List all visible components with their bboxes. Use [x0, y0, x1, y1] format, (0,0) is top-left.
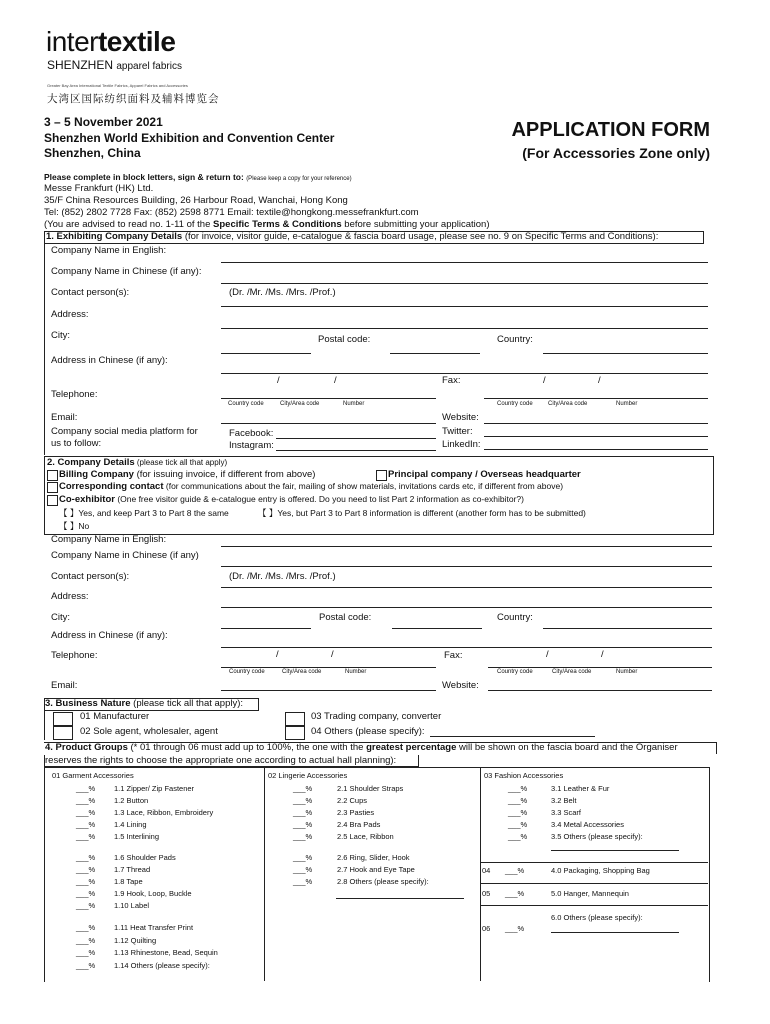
group05-number: 05	[482, 889, 491, 898]
s1-label-postal: Postal code:	[318, 334, 371, 345]
group04-number: 04	[482, 866, 491, 875]
business-trading-checkbox[interactable]	[285, 712, 305, 726]
s1-field-linkedin[interactable]	[484, 449, 708, 450]
group06-label: 6.0 Others (please specify):	[551, 913, 643, 922]
s1-fax-area-code-hint: City/Area code	[548, 401, 588, 407]
percent-field[interactable]: ___%	[293, 853, 313, 862]
co-exhibitor-checkbox[interactable]	[47, 495, 58, 506]
s1-tel-slash-1: /	[277, 375, 280, 386]
s1-tel-number-hint: Number	[343, 401, 365, 407]
principal-company-checkbox[interactable]	[376, 470, 387, 481]
event-venue: Shenzhen World Exhibition and Convention Center	[44, 131, 335, 145]
s1-label-twitter: Twitter:	[442, 426, 473, 437]
product-item-label: 1.5 Interlining	[114, 832, 160, 841]
s1-field-address-cn[interactable]	[221, 373, 708, 374]
s2-field-address[interactable]	[221, 607, 712, 608]
s1-label-address: Address:	[51, 309, 89, 320]
s2-field-postal[interactable]	[392, 628, 482, 629]
percent-field[interactable]: ___%	[76, 901, 96, 910]
s1-fax-country-code-hint: Country code	[497, 401, 533, 407]
group02-title: 02 Lingerie Accessories	[268, 771, 348, 780]
s1-field-instagram[interactable]	[276, 450, 436, 451]
co-exhibitor-yes-different[interactable]: 【 】Yes, but Part 3 to Part 8 information is different (another form has to be submitted)	[258, 508, 586, 518]
group02-others-field[interactable]	[336, 898, 464, 899]
return-contact: Tel: (852) 2802 7728 Fax: (852) 2598 8771 Email: textile@hongkong.messefrankfurt.com	[44, 207, 419, 218]
s2-label-fax: Fax:	[444, 650, 463, 661]
return-company: Messe Frankfurt (HK) Ltd.	[44, 183, 154, 194]
principal-company-label: Principal company / Overseas headquarter	[388, 469, 581, 480]
s2-tel-slash-1: /	[276, 649, 279, 660]
product-item-label: 3.3 Scarf	[551, 808, 582, 817]
product-item-label: 2.4 Bra Pads	[337, 820, 381, 829]
product-item-label: 2.8 Others (please specify):	[337, 877, 429, 886]
return-instruction	[44, 172, 352, 182]
s2-fax-number-hint: Number	[616, 669, 638, 675]
percent-field[interactable]: ___%	[76, 948, 96, 957]
co-exhibitor-yes-same[interactable]: 【 】Yes, and keep Part 3 to Part 8 the same	[59, 508, 229, 518]
percent-field[interactable]: ___%	[76, 877, 96, 886]
percent-field[interactable]: ___%	[76, 935, 96, 945]
logo-city-line	[47, 58, 182, 72]
s2-tel-slash-2: /	[331, 649, 334, 660]
s2-label-telephone: Telephone:	[51, 650, 98, 661]
s2-field-contact[interactable]	[221, 587, 712, 588]
s2-field-city[interactable]	[221, 628, 311, 629]
s1-field-name-cn[interactable]	[221, 283, 708, 284]
s2-fax-slash-1: /	[546, 649, 549, 660]
s2-field-name-cn[interactable]	[221, 566, 712, 567]
s1-label-name-en: Company Name in English:	[51, 245, 167, 256]
billing-company-label	[59, 469, 315, 480]
co-exhibitor-no[interactable]: 【 】No	[59, 521, 90, 531]
s2-label-address: Address:	[51, 591, 89, 602]
s1-label-name-cn: Company Name in Chinese (if any):	[51, 266, 202, 277]
product-item-label: 1.13 Rhinestone, Bead, Sequin	[114, 948, 218, 957]
s2-field-address-cn[interactable]	[221, 647, 712, 648]
s1-label-telephone: Telephone:	[51, 389, 98, 400]
s1-label-address-cn: Address in Chinese (if any):	[51, 355, 168, 366]
advice-pre: (You are advised to read no. 1-11 of the	[44, 219, 214, 230]
group04-percent[interactable]: ___%	[505, 866, 525, 875]
product-item-label: 2.1 Shoulder Straps	[337, 784, 404, 793]
s1-field-email[interactable]	[221, 423, 436, 424]
business-manufacturer-checkbox[interactable]	[53, 712, 73, 726]
product-item-label: 1.10 Label	[114, 901, 150, 910]
business-trading-label: 03 Trading company, converter	[311, 711, 442, 722]
percent-field[interactable]: ___%	[293, 877, 313, 886]
s2-field-country[interactable]	[543, 628, 712, 629]
product-item-label: 2.2 Cups	[337, 796, 368, 805]
billing-company-checkbox[interactable]	[47, 470, 58, 481]
business-others-label: 04 Others (please specify):	[311, 726, 425, 737]
event-city: Shenzhen, China	[44, 146, 141, 160]
percent-field[interactable]: ___%	[76, 853, 96, 862]
product-item-label: 3.5 Others (please specify):	[551, 832, 643, 841]
s2-label-country: Country:	[497, 612, 533, 623]
product-item-label: 1.3 Lace, Ribbon, Embroidery	[114, 808, 214, 817]
product-item-label: 1.8 Tape	[114, 877, 143, 886]
section4-note-a: (* 01 through 06 must add up to 100%, the one with the	[127, 742, 367, 753]
corresponding-note: (for communications about the fair, mailing of show materials, invitations cards etc, if different from above)	[163, 481, 564, 491]
product-item-label: 3.2 Belt	[551, 796, 577, 805]
percent-field[interactable]: ___%	[76, 832, 96, 841]
percent-field[interactable]: ___%	[293, 784, 313, 793]
percent-field[interactable]: ___%	[508, 796, 528, 805]
s1-field-telephone[interactable]	[221, 398, 436, 399]
s2-tel-country-code-hint: Country code	[229, 669, 265, 675]
s1-fax-slash-2: /	[598, 375, 601, 386]
section2-heading	[47, 457, 227, 468]
s2-field-name-en[interactable]	[221, 546, 712, 547]
s1-label-website: Website:	[442, 412, 479, 423]
section4-note-b: will be shown on the fascia board and the Organiser	[456, 742, 678, 753]
s1-label-email: Email:	[51, 412, 78, 423]
s1-field-address[interactable]	[221, 328, 708, 329]
advice-terms-link[interactable]: Specific Terms & Conditions	[213, 219, 342, 230]
product-item-label: 1.14 Others (please specify):	[114, 960, 210, 970]
corresponding-contact-checkbox[interactable]	[47, 482, 58, 493]
s2-tel-number-hint: Number	[345, 669, 367, 675]
section4-heading-line2: reserves the rights to choose the appropriate one according to actual hall planning):	[45, 755, 397, 766]
instruction-note: (Please keep a copy for your reference)	[246, 176, 352, 182]
s1-label-country: Country:	[497, 334, 533, 345]
co-exhibitor-label	[59, 494, 524, 505]
s1-field-contact[interactable]	[221, 306, 708, 307]
return-address: 35/F China Resources Building, 26 Harbour Road, Wanchai, Hong Kong	[44, 195, 348, 206]
group06-others-field[interactable]	[551, 932, 679, 933]
s2-field-fax[interactable]	[488, 667, 712, 668]
product-item-label: 1.9 Hook, Loop, Buckle	[114, 889, 192, 898]
group03-title: 03 Fashion Accessories	[484, 771, 564, 780]
product-item-label: 3.1 Leather & Fur	[551, 784, 610, 793]
percent-field[interactable]: ___%	[76, 784, 96, 793]
form-title: APPLICATION FORM	[511, 119, 710, 141]
percent-field[interactable]: ___%	[293, 832, 313, 841]
s1-field-website[interactable]	[484, 423, 708, 424]
corresponding-title: Corresponding contact	[59, 481, 164, 492]
event-date: 3 – 5 November 2021	[44, 115, 163, 129]
section3-title: 3. Business Nature	[45, 698, 131, 709]
section1-note: (for invoice, visitor guide, e-catalogue & fascia board usage, please see no. 9 on Specific Terms and Conditions):	[182, 231, 659, 242]
s2-fax-country-code-hint: Country code	[497, 669, 533, 675]
s2-field-website[interactable]	[488, 690, 712, 691]
percent-field[interactable]: ___%	[76, 808, 96, 817]
section4-title: 4. Product Groups	[45, 742, 128, 753]
s1-label-social-1: Company social media platform for	[51, 426, 198, 437]
s2-label-address-cn: Address in Chinese (if any):	[51, 630, 168, 641]
business-manufacturer-label: 01 Manufacturer	[80, 711, 150, 722]
percent-field[interactable]: ___%	[293, 808, 313, 817]
group04-label: 4.0 Packaging, Shopping Bag	[551, 866, 650, 875]
product-item-label: 1.7 Thread	[114, 865, 151, 874]
percent-field[interactable]: ___%	[508, 832, 528, 841]
s2-label-name-en: Company Name in English:	[51, 534, 167, 545]
s2-fax-slash-2: /	[601, 649, 604, 660]
percent-field[interactable]: ___%	[76, 865, 96, 874]
percent-field[interactable]: ___%	[76, 796, 96, 805]
s2-label-email: Email:	[51, 680, 78, 691]
s1-field-postal[interactable]	[390, 353, 480, 354]
section1-title: 1. Exhibiting Company Details	[46, 231, 183, 242]
co-exhibitor-title: Co-exhibitor	[59, 494, 115, 505]
group06-number: 06	[482, 924, 491, 933]
product-item-label: 1.4 Lining	[114, 820, 147, 829]
s1-fax-number-hint: Number	[616, 401, 638, 407]
s1-label-city: City:	[51, 330, 70, 341]
s1-field-city[interactable]	[221, 353, 311, 354]
s1-label-contact: Contact person(s):	[51, 287, 130, 298]
s1-tel-area-code-hint: City/Area code	[280, 401, 320, 407]
group05-percent[interactable]: ___%	[505, 889, 525, 898]
s2-contact-titles: (Dr. /Mr. /Ms. /Mrs. /Prof.)	[229, 571, 336, 582]
instruction-text: Please complete in block letters, sign & return to:	[44, 172, 244, 182]
product-item-label: 1.11 Heat Transfer Print	[114, 923, 194, 932]
s1-tel-slash-2: /	[334, 375, 337, 386]
percent-field[interactable]: ___%	[293, 865, 313, 874]
group05-label: 5.0 Hanger, Mannequin	[551, 889, 629, 898]
s1-label-linkedin: LinkedIn:	[442, 439, 481, 450]
s2-fax-area-code-hint: City/Area code	[552, 669, 592, 675]
s1-label-facebook: Facebook:	[229, 428, 274, 439]
s2-label-contact: Contact person(s):	[51, 571, 130, 582]
s2-field-email[interactable]	[221, 690, 436, 691]
s1-label-instagram: Instagram:	[229, 440, 274, 451]
s2-field-telephone[interactable]	[221, 667, 436, 668]
percent-field[interactable]: ___%	[76, 923, 96, 932]
group01-title: 01 Garment Accessories	[52, 771, 134, 780]
form-subtitle: (For Accessories Zone only)	[522, 145, 710, 161]
logo-inter: inter	[46, 26, 98, 57]
s2-tel-area-code-hint: City/Area code	[282, 669, 322, 675]
co-exhibitor-note: (One free visitor guide & e-catalogue entry is offered. Do you need to list Part 2 information as co-exhibitor?)	[114, 494, 524, 504]
percent-field[interactable]: ___%	[508, 820, 528, 829]
corresponding-contact-label	[59, 481, 563, 492]
percent-field[interactable]: ___%	[76, 889, 96, 898]
s2-label-city: City:	[51, 612, 70, 623]
group03-others-field[interactable]	[551, 850, 679, 851]
s1-field-country[interactable]	[543, 353, 708, 354]
business-agent-label: 02 Sole agent, wholesaler, agent	[80, 726, 218, 737]
logo-sub: apparel fabrics	[116, 61, 182, 72]
section4-note-bold: greatest percentage	[366, 742, 457, 753]
percent-field[interactable]: ___%	[508, 784, 528, 793]
s1-fax-slash-1: /	[543, 375, 546, 386]
advice-post: before submitting your application)	[341, 219, 490, 230]
product-item-label: 1.6 Shoulder Pads	[114, 853, 176, 862]
s2-label-postal: Postal code:	[319, 612, 372, 623]
s1-field-facebook[interactable]	[276, 438, 436, 439]
s1-label-fax: Fax:	[442, 375, 461, 386]
s1-field-twitter[interactable]	[484, 436, 708, 437]
percent-field[interactable]: ___%	[508, 808, 528, 817]
product-item-label: 2.5 Lace, Ribbon	[337, 832, 394, 841]
business-agent-checkbox[interactable]	[53, 726, 73, 740]
billing-note: (for issuing invoice, if different from above)	[133, 469, 316, 480]
product-item-label: 1.12 Quilting	[114, 935, 157, 945]
section4-heading	[45, 742, 678, 753]
percent-field[interactable]: ___%	[76, 960, 96, 970]
percent-field[interactable]: ___%	[293, 796, 313, 805]
business-others-field[interactable]	[430, 736, 595, 737]
product-item-label: 2.7 Hook and Eye Tape	[337, 865, 415, 874]
percent-field[interactable]: ___%	[76, 820, 96, 829]
section3-heading	[45, 698, 243, 709]
section1-heading	[46, 231, 658, 242]
business-others-checkbox[interactable]	[285, 726, 305, 740]
logo-tagline: Greater Bay Area International Textile Fabrics, Apparel Fabrics and Accessories	[47, 83, 188, 88]
s2-label-website: Website:	[442, 680, 479, 691]
product-item-label: 2.3 Pasties	[337, 808, 375, 817]
group06-percent[interactable]: ___%	[505, 924, 525, 933]
logo-textile: textile	[97, 26, 176, 57]
section3-note: (please tick all that apply):	[130, 698, 244, 709]
s1-label-social-2: us to follow:	[51, 438, 102, 449]
s2-label-name-cn: Company Name in Chinese (if any)	[51, 550, 199, 561]
section2-title: 2. Company Details	[47, 457, 135, 468]
logo-city: SHENZHEN	[47, 58, 114, 72]
terms-advice	[44, 219, 490, 230]
s1-tel-country-code-hint: Country code	[228, 401, 264, 407]
product-item-label: 3.4 Metal Accessories	[551, 820, 624, 829]
product-item-label: 1.2 Button	[114, 796, 149, 805]
billing-title: Billing Company	[59, 469, 134, 480]
product-item-label: 1.1 Zipper/ Zip Fastener	[114, 784, 195, 793]
product-item-label: 2.6 Ring, Slider, Hook	[337, 853, 410, 862]
section2-note: (please tick all that apply)	[134, 458, 228, 467]
exhibition-logo	[46, 26, 175, 58]
s1-field-name-en[interactable]	[221, 262, 708, 263]
logo-chinese: 大湾区国际纺织面料及辅料博览会	[47, 93, 220, 105]
s1-field-fax[interactable]	[484, 398, 708, 399]
percent-field[interactable]: ___%	[293, 820, 313, 829]
s1-contact-titles: (Dr. /Mr. /Ms. /Mrs. /Prof.)	[229, 287, 336, 298]
